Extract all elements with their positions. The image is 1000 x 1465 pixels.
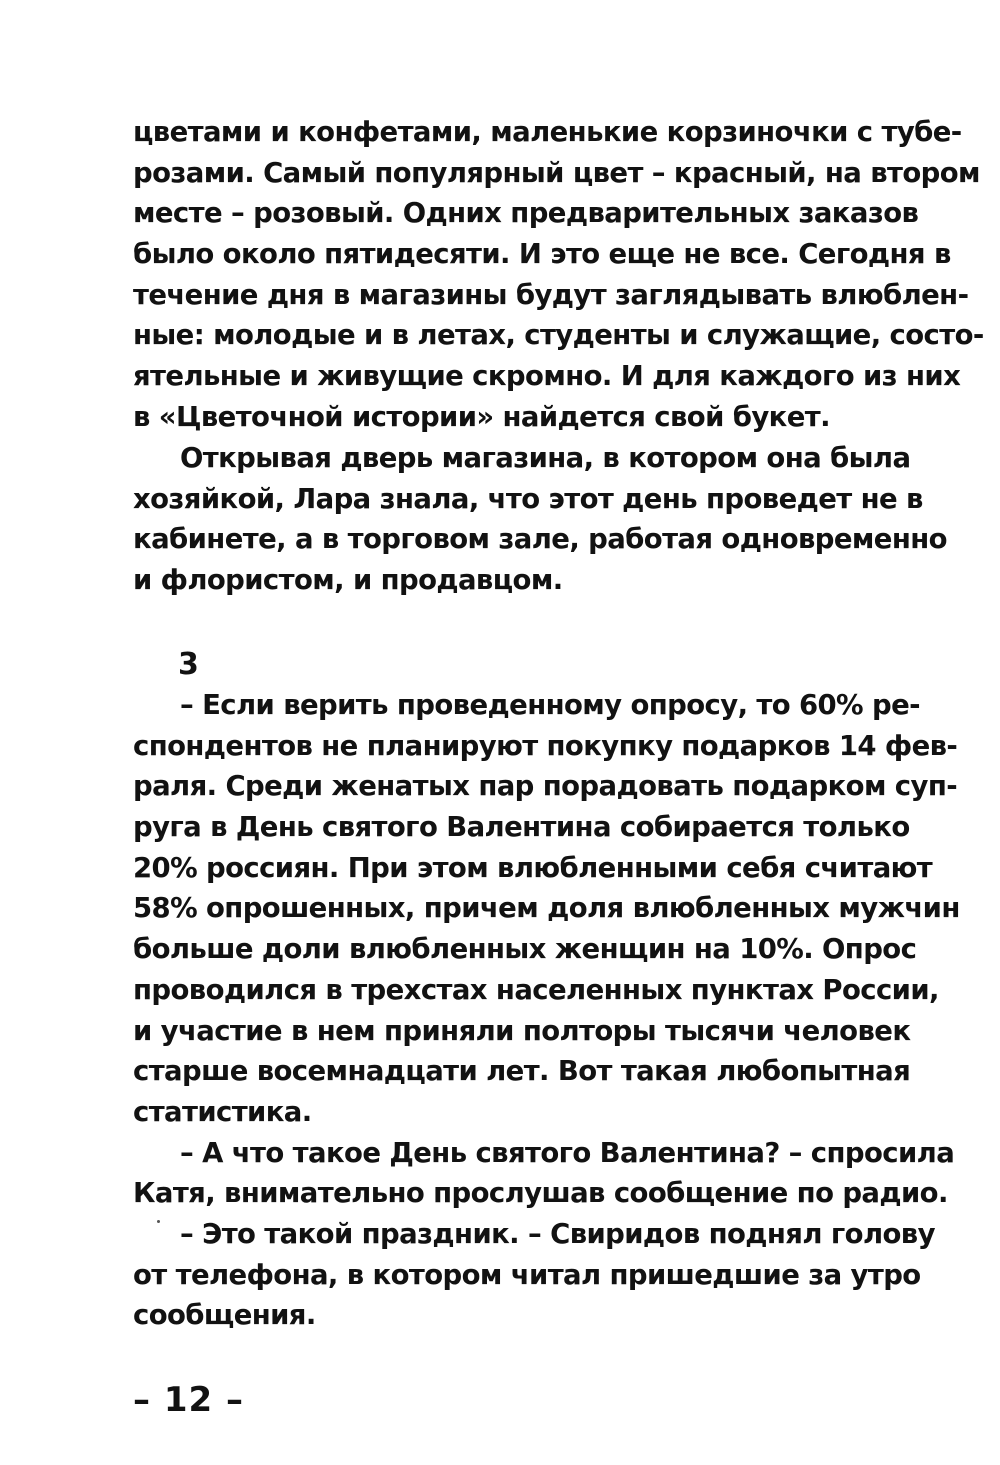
text-line: ятельные и живущие скромно. И для каждого из них [133,360,961,393]
text-line: – Это такой праздник. – Свиридов поднял голову [180,1217,935,1250]
text-line: было около пятидесяти. И это еще не все. Сегодня в [133,238,951,271]
text-line: проводился в трехстах населенных пунктах России, [133,973,939,1006]
text-line: – Если верить проведенному опросу, то 60% ре- [180,689,920,721]
text-line: руга в День святого Валентина собирается только [133,811,910,844]
text-line: розами. Самый популярный цвет – красный, на втором [133,156,980,189]
text-line: 58% опрошенных, причем доля влюбленных мужчин [133,892,960,925]
text-line: хозяйкой, Лара знала, что этот день проведет не в [133,482,923,515]
text-line: – А что такое День святого Валентина? – спросила [180,1136,955,1169]
paragraphs-chapter-3 [133,685,960,1336]
text-line: раля. Среди женатых пар порадовать подарком суп- [133,770,958,803]
text-line: Открывая дверь магазина, в котором она была [180,442,911,474]
text-line: спондентов не планируют покупку подарков 14 фев- [133,729,958,762]
text-line: и флористом, и продавцом. [133,564,563,597]
print-speck [157,1220,160,1223]
text-line: кабинете, а в торговом зале, работая одновременно [133,523,947,556]
text-line: от телефона, в котором читал пришедшие за утро [133,1258,921,1291]
text-line: статистика. [133,1095,312,1128]
text-line: ные: молодые и в летах, студенты и служащие, состо- [133,319,984,352]
text-line: и участие в нем приняли полторы тысячи человек [133,1014,911,1047]
chapter-number: 3 [178,647,199,682]
text-line: больше доли влюбленных женщин на 10%. Опрос [133,933,917,966]
text-line: месте – розовый. Одних предварительных заказов [133,197,919,230]
text-line: Катя, внимательно прослушав сообщение по радио. [133,1177,948,1210]
text-line: в «Цветочной истории» найдется свой букет. [133,400,830,433]
paragraph-lara [133,438,947,601]
page-number: – 12 – [133,1380,244,1420]
text-line: 20% россиян. При этом влюбленными себя считают [133,851,933,884]
paragraph-continued [133,112,984,438]
text-line: течение дня в магазины будут заглядывать влюблен- [133,278,969,311]
text-line: сообщения. [133,1299,316,1332]
text-line: старше восемнадцати лет. Вот такая любопытная [133,1055,911,1088]
text-line: цветами и конфетами, маленькие корзиночки с тубе- [133,116,962,148]
